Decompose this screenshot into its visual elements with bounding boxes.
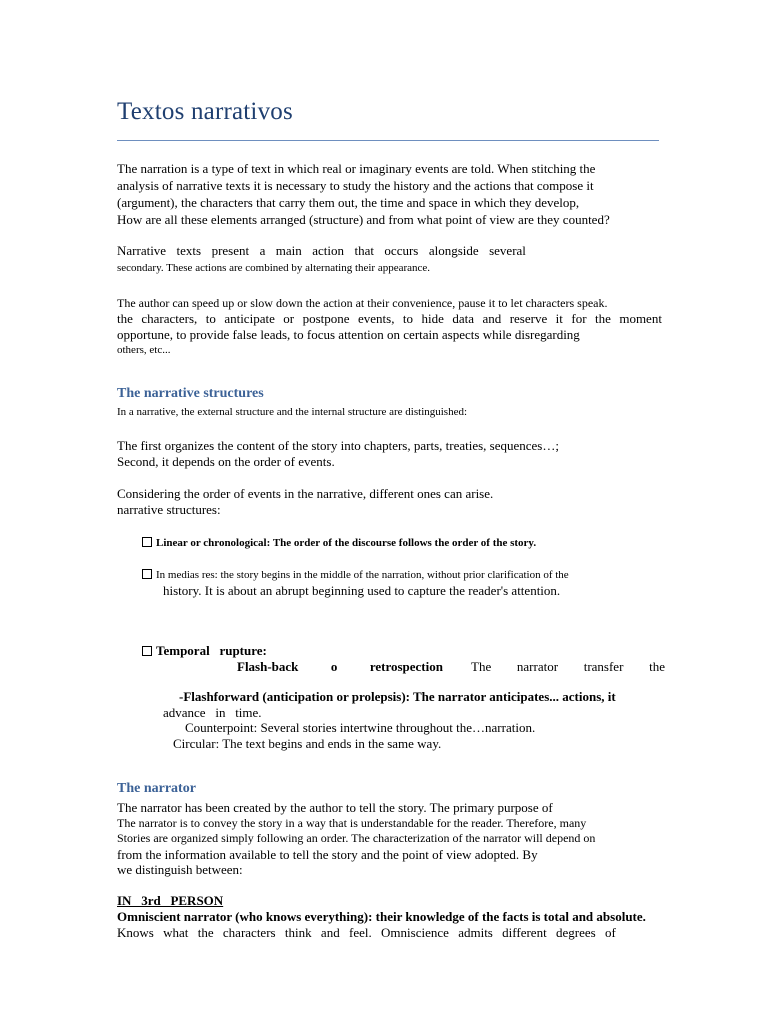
word: the — [594, 311, 611, 326]
narrator-last-line — [117, 925, 616, 941]
person-heading: IN 3rd PERSON — [117, 893, 224, 908]
word: main — [275, 243, 302, 258]
checkbox-bullet-icon — [142, 569, 152, 579]
word: what — [163, 925, 189, 940]
word: to — [402, 311, 414, 326]
flashforward-line-1: -Flashforward (anticipation or prolepsis): The narrator anticipates... actions, it — [179, 689, 616, 704]
word: to — [205, 311, 216, 326]
word: admits — [458, 925, 493, 940]
word: degrees — [556, 925, 596, 940]
flashback-description — [471, 659, 665, 675]
intro-line-2: analysis of narrative texts it is necessary to study the history and the actions that compose it — [117, 178, 594, 193]
word: retrospection — [369, 659, 443, 674]
word: Knows — [117, 925, 154, 940]
word: transfer — [583, 659, 624, 674]
bullet-in-medias-res-text: In medias res: the story begins in the middle of the narration, without prior clarification of the — [156, 569, 569, 581]
word: and — [482, 311, 502, 326]
omniscient-line: Omniscient narrator (who knows everything): their knowledge of the facts is total and absolute. — [117, 909, 646, 924]
narrator-line-2: The narrator is to convey the story in a way that is understandable for the reader. Therefore, many — [117, 816, 587, 830]
word: anticipate — [224, 311, 275, 326]
word: characters — [222, 925, 276, 940]
word: reserve — [509, 311, 548, 326]
word: or — [283, 311, 295, 326]
flashback-term — [237, 659, 443, 675]
narrator-line-3: Stories are organized simply following an order. The characterization of the narrator will depend on — [117, 831, 596, 845]
word: Omniscience — [381, 925, 449, 940]
bullet-in-medias-res-line-2: history. It is about an abrupt beginning used to capture the reader's attention. — [163, 583, 561, 598]
structures-first-line-2: Second, it depends on the order of events. — [117, 454, 335, 469]
bullet-in-medias-res — [142, 569, 569, 581]
word: feel. — [349, 925, 372, 940]
word: that — [354, 243, 374, 258]
checkbox-bullet-icon — [142, 537, 152, 547]
word: texts — [176, 243, 202, 258]
word: narrator — [516, 659, 559, 674]
word: Narrative — [117, 243, 167, 258]
word: for — [571, 311, 587, 326]
structures-subtitle: In a narrative, the external structure and the internal structure are distinguished: — [117, 406, 468, 418]
bullet-temporal-rupture — [142, 643, 267, 659]
word: it — [555, 311, 563, 326]
word: several — [489, 243, 526, 258]
word: the — [197, 925, 214, 940]
word: data — [452, 311, 474, 326]
para2-line-1 — [117, 243, 526, 259]
word: a — [259, 243, 266, 258]
word: hide — [421, 311, 444, 326]
word: occurs — [384, 243, 419, 258]
word: the — [649, 659, 665, 674]
word: the — [117, 311, 133, 326]
structures-first-line-1: The first organizes the content of the story into chapters, parts, treaties, sequences…; — [117, 438, 559, 453]
flashforward-line-2: advance in time. — [163, 705, 262, 720]
intro-line-3: (argument), the characters that carry them out, the time and space in which they develop, — [117, 195, 580, 210]
narrator-line-5: we distinguish between: — [117, 862, 243, 877]
para3-line-1: The author can speed up or slow down the action at their convenience, pause it to let characters speak. — [117, 296, 608, 310]
bullet-temporal-rupture-text: Temporal rupture: — [156, 643, 267, 658]
word: action — [312, 243, 345, 258]
structures-considering-line-1: Considering the order of events in the narrative, different ones can arise. — [117, 486, 494, 501]
word: characters, — [141, 311, 198, 326]
word: postpone — [302, 311, 350, 326]
word: events, — [358, 311, 395, 326]
intro-line-4: How are all these elements arranged (structure) and from what point of view are they counted? — [117, 212, 610, 227]
checkbox-bullet-icon — [142, 646, 152, 656]
bullet-linear-text: Linear or chronological: The order of the discourse follows the order of the story. — [156, 537, 537, 549]
para2-line-2: secondary. These actions are combined by alternating their appearance. — [117, 262, 431, 274]
para3-line-4: others, etc... — [117, 344, 171, 356]
word: of — [605, 925, 616, 940]
circular-line: Circular: The text begins and ends in the same way. — [173, 736, 442, 751]
word: o — [330, 659, 338, 674]
para3-line-3: opportune, to provide false leads, to focus attention on certain aspects while disregarding — [117, 327, 580, 342]
intro-line-1: The narration is a type of text in which real or imaginary events are told. When stitching the — [117, 161, 596, 176]
narrator-line-4: from the information available to tell the story and the point of view adopted. By — [117, 847, 538, 862]
word: The — [471, 659, 492, 674]
word: different — [502, 925, 547, 940]
word: present — [211, 243, 250, 258]
para3-line-2 — [117, 311, 662, 327]
word: Flash-back — [237, 659, 299, 674]
word: think — [284, 925, 312, 940]
counterpoint-line: Counterpoint: Several stories intertwine throughout the…narration. — [185, 720, 536, 735]
page-title: Textos narrativos — [117, 98, 293, 125]
structures-considering-line-2: narrative structures: — [117, 502, 221, 517]
word: and — [320, 925, 340, 940]
title-divider — [117, 140, 659, 141]
section-heading-narrator: The narrator — [117, 781, 196, 796]
narrator-line-1: The narrator has been created by the author to tell the story. The primary purpose of — [117, 800, 553, 815]
bullet-linear — [142, 537, 536, 549]
word: moment — [619, 311, 662, 326]
section-heading-structures: The narrative structures — [117, 386, 264, 401]
word: alongside — [428, 243, 479, 258]
